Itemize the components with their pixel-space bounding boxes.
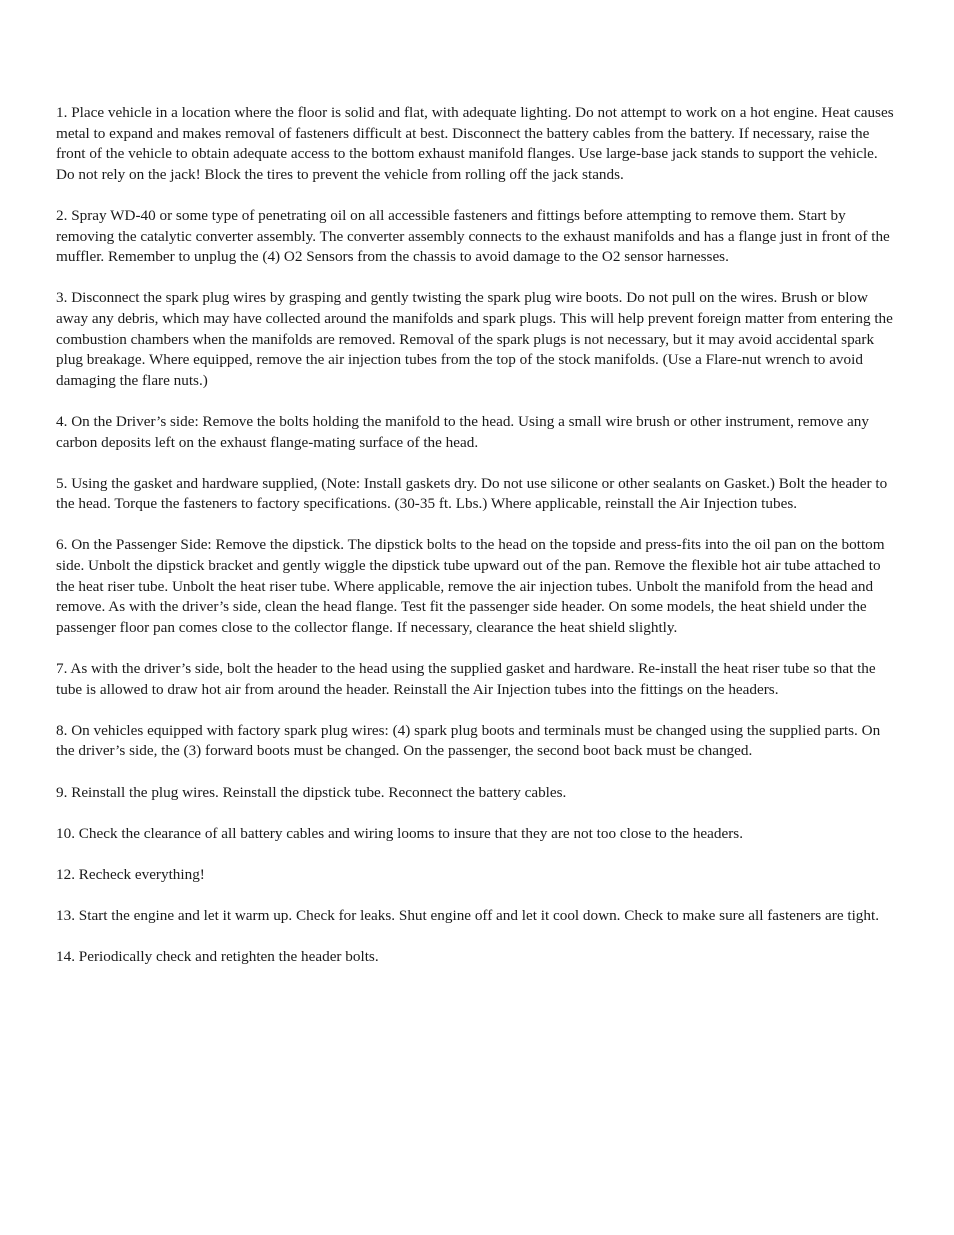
step-12: 12. Recheck everything! (56, 865, 205, 883)
step-2: 2. Spray WD-40 or some type of penetrating oil on all accessible fasteners and fittings before attempting to remove them. Start by removing the catalytic converter assembly. The converter assembly connects to the exhaust manifolds and has a flange just in front of the muffler. Remember to unplug the (4) O2 Sensors from the chassis to avoid damage to the O2 sensor harnesses. (56, 206, 890, 266)
step-13: 13. Start the engine and let it warm up. Check for leaks. Shut engine off and let it cool down. Check to make sure all fasteners are tight. (56, 907, 879, 925)
step-4: 4. On the Driver’s side: Remove the bolts holding the manifold to the head. Using a small wire brush or other instrument, remove any carbon deposits left on the exhaust flange-mating surface of the head. (56, 412, 869, 451)
step-9: 9. Reinstall the plug wires. Reinstall the dipstick tube. Reconnect the battery cables. (56, 783, 567, 801)
step-5: 5. Using the gasket and hardware supplied, (Note: Install gaskets dry. Do not use silicone or other sealants on Gasket.) Bolt the header to the head. Torque the fasteners to factory specifications. (30-35 ft. Lbs.) Where applicable, reinstall the Air Injection tubes. (56, 474, 888, 513)
step-10: 10. Check the clearance of all battery cables and wiring looms to insure that they are not too close to the headers. (56, 824, 743, 842)
step-8: 8. On vehicles equipped with factory spark plug wires: (4) spark plug boots and terminals must be changed using the supplied parts. On the driver’s side, the (3) forward boots must be changed. On the passenger, the second boot back must be changed. (56, 721, 881, 760)
step-6: 6. On the Passenger Side: Remove the dipstick. The dipstick bolts to the head on the topside and press-fits into the oil pan on the bottom side. Unbolt the dipstick bracket and gently wiggle the dipstick tube upward out of the pan. Remove the flexible hot air tube attached to the heat riser tube. Unbolt the heat riser tube. Where applicable, remove the air injection tubes. Unbolt the manifold from the head and remove. As with the driver’s side, clean the head flange. Test fit the passenger side header. On some models, the heat shield under the passenger floor pan comes close to the collector flange. If necessary, clearance the heat shield slightly. (56, 536, 885, 636)
step-3: 3. Disconnect the spark plug wires by grasping and gently twisting the spark plug wire boots. Do not pull on the wires. Brush or blow away any debris, which may have collected around the manifolds and spark plugs. This will help prevent foreign matter from entering the combustion chambers when the manifolds are removed. Removal of the spark plugs is not necessary, but it may avoid accidental spark plug breakage. Where equipped, remove the air injection tubes from the top of the stock manifolds. (Use a Flare-nut wrench to avoid damaging the flare nuts.) (56, 289, 893, 389)
step-14: 14. Periodically check and retighten the header bolts. (56, 948, 379, 966)
step-1: 1. Place vehicle in a location where the floor is solid and flat, with adequate lighting. Do not attempt to work on a hot engine. Heat causes metal to expand and makes removal of fasteners difficult at best. Disconnect the battery cables from the battery. If necessary, raise the front of the vehicle to obtain adequate access to the bottom exhaust manifold flanges. Use large-base jack stands to support the vehicle. Do not rely on the jack! Block the tires to prevent the vehicle from rolling off the jack stands. (56, 104, 894, 183)
step-7: 7. As with the driver’s side, bolt the header to the head using the supplied gasket and hardware. Re-install the heat riser tube so that the tube is allowed to draw hot air from around the header. Reinstall the Air Injection tubes into the fittings on the headers. (56, 660, 876, 698)
instructions-document (56, 103, 896, 989)
